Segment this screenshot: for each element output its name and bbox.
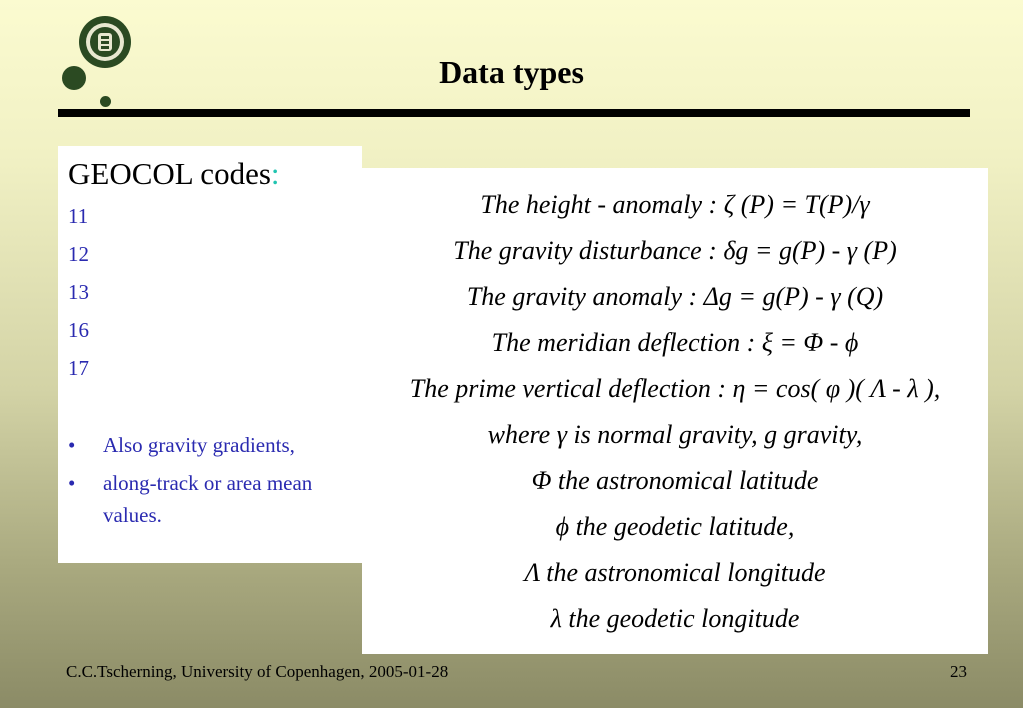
code-item: 11 (68, 204, 89, 228)
bullet-mark: • (68, 471, 76, 495)
code-item: 12 (68, 242, 89, 266)
code-item: 13 (68, 280, 89, 304)
codes-heading-text: GEOCOL codes (68, 156, 271, 191)
code-item: 17 (68, 356, 89, 380)
slide-title: Data types (439, 54, 584, 90)
formula-definition-astronomical-latitude: Φ the astronomical latitude (531, 466, 819, 495)
title-rule-divider (58, 109, 970, 117)
formulas-panel (362, 168, 988, 654)
bullet-text: Also gravity gradients, (103, 433, 295, 457)
formula-definition-geodetic-latitude: ϕ the geodetic latitude, (555, 512, 795, 541)
formula-definition-astronomical-longitude: Λ the astronomical longitude (524, 558, 826, 587)
formula-prime-vertical-deflection: The prime vertical deflection : η = cos( φ )( Λ - λ ), (409, 374, 941, 403)
codes-heading (68, 156, 280, 192)
formula-gravity-disturbance: The gravity disturbance : δg = g(P) - γ (P) (453, 236, 897, 265)
formula-height-anomaly: The height - anomaly : ζ (P) = T(P)/γ (480, 190, 870, 219)
bullet-text: along-track or area mean values. (103, 471, 313, 527)
formula-gravity-anomaly: The gravity anomaly : Δg = g(P) - γ (Q) (466, 282, 884, 311)
formula-meridian-deflection: The meridian deflection : ξ = Φ - ϕ (491, 328, 859, 357)
footer-page-number: 23 (950, 662, 967, 681)
formula-definition-geodetic-longitude: λ the geodetic longitude (550, 604, 800, 633)
bullet-mark: • (68, 433, 76, 457)
footer-author: C.C.Tscherning, University of Copenhagen, 2005-01-28 (66, 662, 449, 681)
code-item: 16 (68, 318, 89, 342)
decorative-dot-small (100, 96, 111, 107)
codes-heading-colon: : (270, 156, 280, 191)
codes-panel (58, 146, 362, 563)
formula-definition-gamma: where γ is normal gravity, g gravity, (487, 420, 863, 449)
